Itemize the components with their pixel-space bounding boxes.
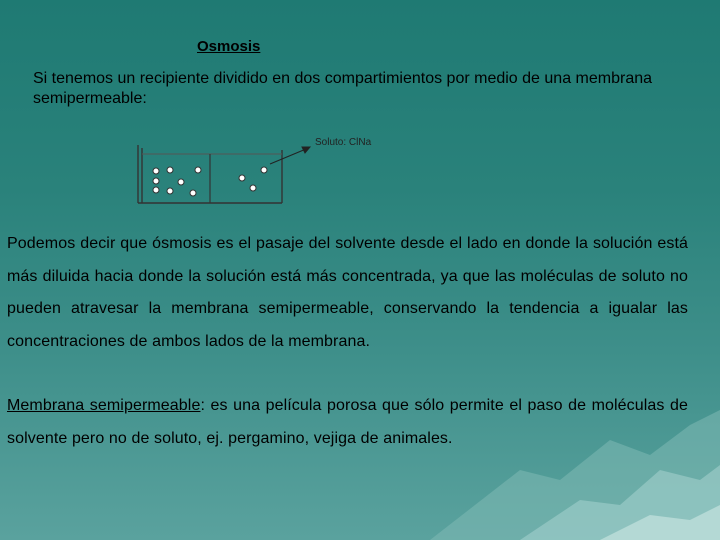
membrane-definition [7, 390, 688, 455]
membrane-term: Membrana semipermeable [7, 397, 201, 414]
osmosis-container-diagram [130, 128, 400, 208]
osmosis-explanation: Podemos decir que ósmosis es el pasaje del solvente desde el lado en donde la solución está más diluida hacia donde la solución está más concentrada, ya que las moléculas de soluto no pueden atravesar la membrana semipermeable, conservando la tendencia a igualar las concentraciones de ambos lados de la membrana. [7, 235, 688, 350]
solute-particles-left [153, 167, 201, 196]
page-title: Osmosis [197, 38, 261, 55]
solute-arrow [270, 147, 310, 164]
membrane-definition-text: : es una película porosa que sólo permite el paso de moléculas de solvente pero no de soluto, ej. pergamino, vejiga de animales. [7, 397, 689, 447]
solute-label: Soluto: ClNa [315, 137, 372, 148]
solute-particles-right [239, 167, 267, 191]
intro-text: Si tenemos un recipiente dividido en dos compartimientos por medio de una membrana semipermeable: [33, 70, 653, 107]
